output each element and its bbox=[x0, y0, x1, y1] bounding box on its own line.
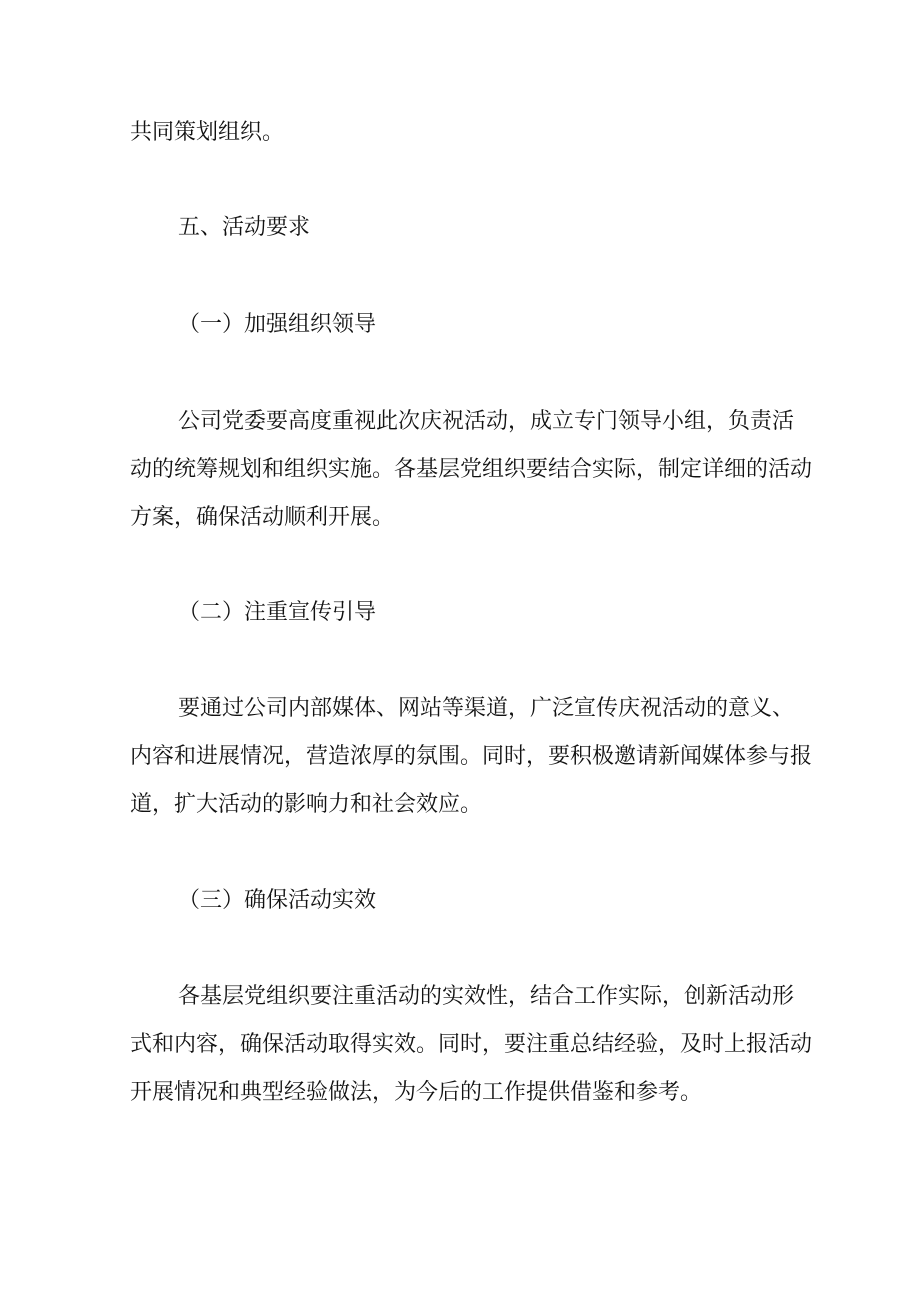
paragraph-line: 要通过公司内部媒体、网站等渠道，广泛宣传庆祝活动的意义、 bbox=[178, 696, 795, 721]
subheading-organization-leadership: （一）加强组织领导 bbox=[178, 312, 377, 337]
paragraph-line: 式和内容，确保活动取得实效。同时，要注重总结经验，及时上报活动 bbox=[130, 1032, 813, 1057]
paragraph-line: 方案，确保活动顺利开展。 bbox=[130, 505, 395, 530]
paragraph-line: 公司党委要高度重视此次庆祝活动，成立专门领导小组，负责活 bbox=[178, 409, 795, 434]
paragraph-line: 道，扩大活动的影响力和社会效应。 bbox=[130, 792, 483, 817]
section-heading-requirements: 五、活动要求 bbox=[178, 215, 311, 240]
paragraph-continuation: 共同策划组织。 bbox=[130, 120, 285, 145]
subheading-publicity-guidance: （二）注重宣传引导 bbox=[178, 600, 377, 625]
paragraph-line: 开展情况和典型经验做法，为今后的工作提供借鉴和参考。 bbox=[130, 1080, 703, 1105]
paragraph-line: 动的统筹规划和组织实施。各基层党组织要结合实际，制定详细的活动 bbox=[130, 457, 813, 482]
subheading-ensure-effectiveness: （三）确保活动实效 bbox=[178, 888, 377, 913]
paragraph-line: 各基层党组织要注重活动的实效性，结合工作实际，创新活动形 bbox=[178, 984, 795, 1009]
paragraph-line: 内容和进展情况，营造浓厚的氛围。同时，要积极邀请新闻媒体参与报 bbox=[130, 744, 813, 769]
